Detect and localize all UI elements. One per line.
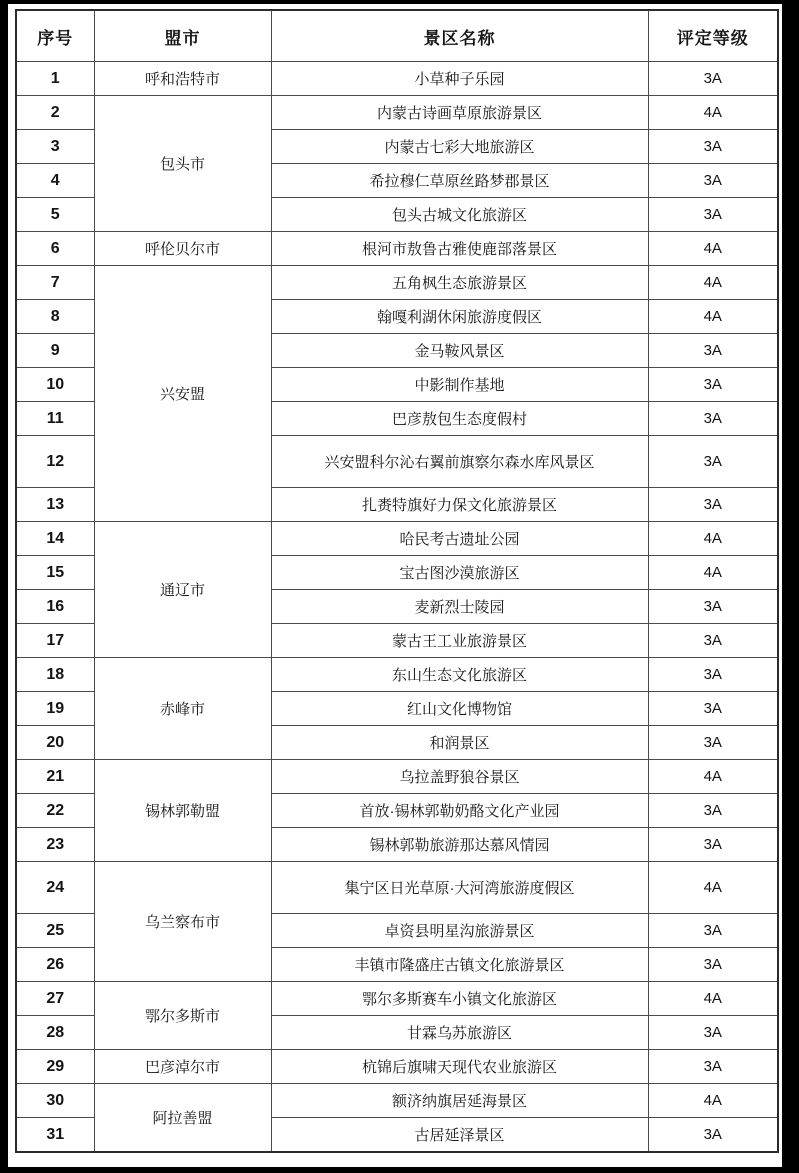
scenic-area-name-cell: 内蒙古七彩大地旅游区 <box>271 130 648 164</box>
serial-number-cell: 8 <box>16 300 94 334</box>
rating-grade-cell: 4A <box>648 760 778 794</box>
serial-number-cell: 16 <box>16 590 94 624</box>
table-row <box>16 266 778 300</box>
serial-number-cell: 13 <box>16 488 94 522</box>
scenic-area-name-cell: 首放·锡林郭勒奶酪文化产业园 <box>271 794 648 828</box>
scenic-area-name-cell: 巴彦敖包生态度假村 <box>271 402 648 436</box>
serial-number-cell: 24 <box>16 862 94 914</box>
serial-number-cell: 6 <box>16 232 94 266</box>
scenic-area-name-cell: 哈民考古遗址公园 <box>271 522 648 556</box>
header-league-city: 盟市 <box>94 10 271 62</box>
table-row <box>16 232 778 266</box>
league-city-cell: 包头市 <box>94 96 271 232</box>
table-row <box>16 982 778 1016</box>
table-row <box>16 760 778 794</box>
rating-grade-cell: 3A <box>648 624 778 658</box>
rating-grade-cell: 3A <box>648 1118 778 1153</box>
serial-number-cell: 7 <box>16 266 94 300</box>
rating-grade-cell: 3A <box>648 726 778 760</box>
header-scenic-area-name: 景区名称 <box>271 10 648 62</box>
serial-number-cell: 10 <box>16 368 94 402</box>
document-page <box>8 4 782 1167</box>
header-rating-grade: 评定等级 <box>648 10 778 62</box>
serial-number-cell: 12 <box>16 436 94 488</box>
scenic-area-name-cell: 和润景区 <box>271 726 648 760</box>
serial-number-cell: 4 <box>16 164 94 198</box>
serial-number-cell: 3 <box>16 130 94 164</box>
serial-number-cell: 29 <box>16 1050 94 1084</box>
scenic-area-name-cell: 东山生态文化旅游区 <box>271 658 648 692</box>
rating-grade-cell: 3A <box>648 334 778 368</box>
serial-number-cell: 14 <box>16 522 94 556</box>
scenic-area-name-cell: 乌拉盖野狼谷景区 <box>271 760 648 794</box>
scenic-area-name-cell: 小草种子乐园 <box>271 62 648 96</box>
serial-number-cell: 5 <box>16 198 94 232</box>
league-city-cell: 锡林郭勒盟 <box>94 760 271 862</box>
table-row <box>16 658 778 692</box>
rating-grade-cell: 4A <box>648 982 778 1016</box>
league-city-cell: 阿拉善盟 <box>94 1084 271 1153</box>
serial-number-cell: 19 <box>16 692 94 726</box>
scenic-area-name-cell: 中影制作基地 <box>271 368 648 402</box>
scenic-area-name-cell: 杭锦后旗啸天现代农业旅游区 <box>271 1050 648 1084</box>
rating-grade-cell: 4A <box>648 232 778 266</box>
rating-grade-cell: 3A <box>648 198 778 232</box>
serial-number-cell: 25 <box>16 914 94 948</box>
serial-number-cell: 28 <box>16 1016 94 1050</box>
league-city-cell: 呼和浩特市 <box>94 62 271 96</box>
rating-grade-cell: 3A <box>648 948 778 982</box>
scenic-area-name-cell: 五角枫生态旅游景区 <box>271 266 648 300</box>
scenic-area-name-cell: 甘霖乌苏旅游区 <box>271 1016 648 1050</box>
rating-grade-cell: 3A <box>648 368 778 402</box>
table-row <box>16 62 778 96</box>
rating-grade-cell: 3A <box>648 1050 778 1084</box>
scenic-area-name-cell: 扎赉特旗好力保文化旅游景区 <box>271 488 648 522</box>
rating-grade-cell: 3A <box>648 436 778 488</box>
league-city-cell: 呼伦贝尔市 <box>94 232 271 266</box>
scenic-area-name-cell: 鄂尔多斯赛车小镇文化旅游区 <box>271 982 648 1016</box>
serial-number-cell: 30 <box>16 1084 94 1118</box>
scenic-area-name-cell: 金马鞍风景区 <box>271 334 648 368</box>
scenic-area-name-cell: 希拉穆仁草原丝路梦郡景区 <box>271 164 648 198</box>
table-row <box>16 1084 778 1118</box>
scenic-area-name-cell: 麦新烈士陵园 <box>271 590 648 624</box>
serial-number-cell: 15 <box>16 556 94 590</box>
rating-grade-cell: 4A <box>648 96 778 130</box>
rating-grade-cell: 4A <box>648 522 778 556</box>
rating-grade-cell: 3A <box>648 658 778 692</box>
rating-grade-cell: 3A <box>648 914 778 948</box>
scenic-area-name-cell: 蒙古王工业旅游景区 <box>271 624 648 658</box>
serial-number-cell: 22 <box>16 794 94 828</box>
serial-number-cell: 23 <box>16 828 94 862</box>
rating-grade-cell: 4A <box>648 556 778 590</box>
serial-number-cell: 1 <box>16 62 94 96</box>
scenic-area-name-cell: 包头古城文化旅游区 <box>271 198 648 232</box>
rating-grade-cell: 3A <box>648 794 778 828</box>
rating-grade-cell: 4A <box>648 862 778 914</box>
serial-number-cell: 21 <box>16 760 94 794</box>
scenic-area-name-cell: 宝古图沙漠旅游区 <box>271 556 648 590</box>
rating-grade-cell: 4A <box>648 1084 778 1118</box>
rating-grade-cell: 4A <box>648 266 778 300</box>
rating-grade-cell: 3A <box>648 402 778 436</box>
table-row <box>16 862 778 914</box>
header-serial-number: 序号 <box>16 10 94 62</box>
league-city-cell: 兴安盟 <box>94 266 271 522</box>
serial-number-cell: 11 <box>16 402 94 436</box>
serial-number-cell: 20 <box>16 726 94 760</box>
serial-number-cell: 9 <box>16 334 94 368</box>
league-city-cell: 赤峰市 <box>94 658 271 760</box>
scenic-area-name-cell: 集宁区日光草原·大河湾旅游度假区 <box>271 862 648 914</box>
scenic-area-name-cell: 红山文化博物馆 <box>271 692 648 726</box>
rating-grade-cell: 4A <box>648 300 778 334</box>
rating-grade-cell: 3A <box>648 828 778 862</box>
rating-grade-cell: 3A <box>648 692 778 726</box>
scenic-area-name-cell: 兴安盟科尔沁右翼前旗察尔森水库风景区 <box>271 436 648 488</box>
scenic-area-name-cell: 额济纳旗居延海景区 <box>271 1084 648 1118</box>
serial-number-cell: 26 <box>16 948 94 982</box>
league-city-cell: 通辽市 <box>94 522 271 658</box>
scenic-area-name-cell: 锡林郭勒旅游那达慕风情园 <box>271 828 648 862</box>
header-row <box>16 10 778 62</box>
league-city-cell: 鄂尔多斯市 <box>94 982 271 1050</box>
rating-grade-cell: 3A <box>648 590 778 624</box>
scenic-area-name-cell: 根河市敖鲁古雅使鹿部落景区 <box>271 232 648 266</box>
serial-number-cell: 18 <box>16 658 94 692</box>
serial-number-cell: 17 <box>16 624 94 658</box>
rating-grade-cell: 3A <box>648 164 778 198</box>
scenic-area-rating-table <box>15 9 779 1153</box>
scenic-area-name-cell: 内蒙古诗画草原旅游景区 <box>271 96 648 130</box>
rating-grade-cell: 3A <box>648 130 778 164</box>
serial-number-cell: 31 <box>16 1118 94 1153</box>
league-city-cell: 乌兰察布市 <box>94 862 271 982</box>
scenic-area-name-cell: 丰镇市隆盛庄古镇文化旅游景区 <box>271 948 648 982</box>
scenic-area-name-cell: 翰嘎利湖休闲旅游度假区 <box>271 300 648 334</box>
rating-grade-cell: 3A <box>648 62 778 96</box>
serial-number-cell: 2 <box>16 96 94 130</box>
scenic-area-name-cell: 古居延泽景区 <box>271 1118 648 1153</box>
table-row <box>16 96 778 130</box>
league-city-cell: 巴彦淖尔市 <box>94 1050 271 1084</box>
rating-grade-cell: 3A <box>648 1016 778 1050</box>
rating-grade-cell: 3A <box>648 488 778 522</box>
table-row <box>16 1050 778 1084</box>
scenic-area-name-cell: 卓资县明星沟旅游景区 <box>271 914 648 948</box>
table-row <box>16 522 778 556</box>
serial-number-cell: 27 <box>16 982 94 1016</box>
